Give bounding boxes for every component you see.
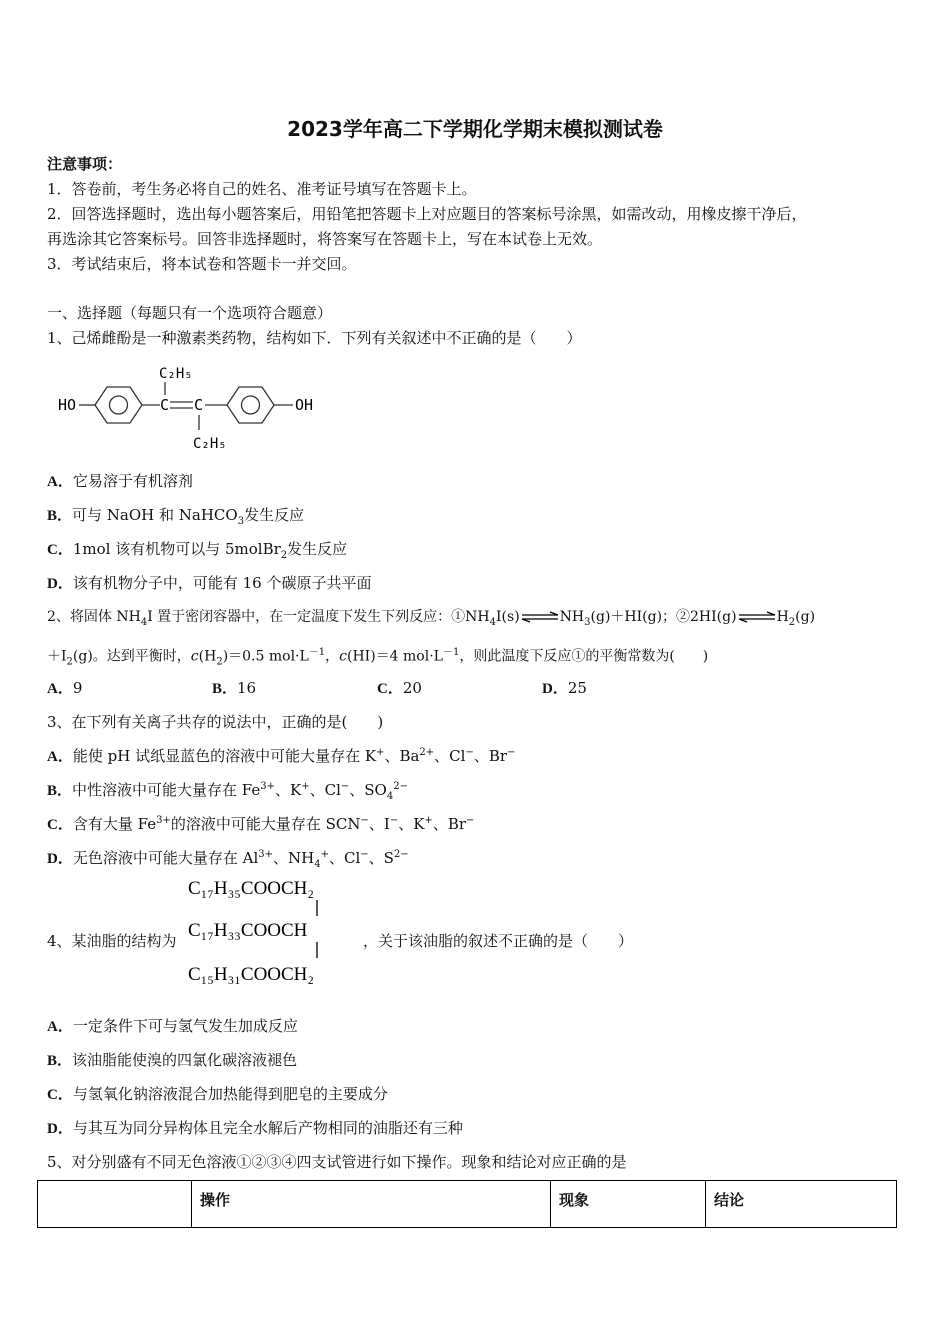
structure-bottom-ethyl: C₂H₅ — [193, 436, 227, 452]
question-5-stem: 5、对分别盛有不同无色溶液①②③④四支试管进行如下操作。现象和结论对应正确的是 — [47, 1153, 627, 1171]
q1-option-b: B．可与 NaOH 和 NaHCO$_3$发生反应 — [47, 506, 305, 527]
structure-ho-label: HO — [58, 396, 77, 414]
table-header-conclusion: 结论 — [706, 1181, 897, 1228]
triglyceride-row-3: C₁₅H₃₁COOCH₂ — [188, 964, 315, 985]
diethylstilbestrol-structure — [55, 360, 330, 455]
q2-option-b: B．16 — [212, 679, 257, 697]
q3-option-d: D．无色溶液中可能大量存在 $Al^{3+}$、$NH_4^+$、Cl−、$S^{2-}$ — [47, 849, 409, 870]
q4-option-c: C．与氢氧化钠溶液混合加热能得到肥皂的主要成分 — [47, 1085, 388, 1103]
notice-item-2: 2．回答选择题时，选出每小题答案后，用铅笔把答题卡上对应题目的答案标号涂黑，如需改动，用橡皮擦干净后， — [47, 205, 807, 223]
q4-option-d: D．与其互为同分异构体且完全水解后产物相同的油脂还有三种 — [47, 1119, 463, 1137]
table-header-row — [38, 1181, 897, 1228]
structure-top-ethyl: C₂H₅ — [159, 366, 193, 382]
section-heading: 一、选择题（每题只有一个选项符合题意） — [47, 304, 333, 322]
notice-item-3: 3．考试结束后，将本试卷和答题卡一并交回。 — [47, 255, 357, 273]
q2-option-a: A．9 — [47, 679, 83, 697]
question-3-stem: 3、在下列有关离子共存的说法中，正确的是( ) — [47, 713, 384, 731]
question-4-stem: 4、某油脂的结构为 — [47, 932, 177, 950]
q1-option-d: D．该有机物分子中，可能有 16 个碳原子共平面 — [47, 574, 372, 592]
question-2-line-2: $+I_2(g)$。达到平衡时，$c(H_2)=0.5$ $mol\cdot L^{-1}$，c(HI)＝4 $mol\cdot L^{-1}$，则此温度下反应①的平衡常数为( ) — [47, 647, 709, 668]
q3-option-b: B．中性溶液中可能大量存在 $Fe^{3+}$、K+、Cl−、$SO_4^{2-}$ — [47, 781, 408, 802]
q3-option-c: C．含有大量 $Fe^{3+}$的溶液中可能大量存在 SCN−、I−、K+、Br− — [47, 815, 475, 833]
svg-text:C: C — [160, 396, 170, 414]
q3-option-a: A．能使 pH 试纸显蓝色的溶液中可能大量存在 K+、$Ba^{2+}$、Cl−、Br− — [47, 747, 516, 765]
q4-option-a: A．一定条件下可与氢气发生加成反应 — [47, 1017, 298, 1035]
equilibrium-arrow-icon — [520, 611, 560, 623]
question-1-stem: 1、己烯雌酚是一种激素类药物，结构如下．下列有关叙述中不正确的是（ ） — [47, 329, 582, 347]
page-title: 2023学年高二下学期化学期末模拟测试卷 — [287, 117, 663, 141]
table-header-operation: 操作 — [192, 1181, 551, 1228]
triglyceride-row-1: C₁₇H₃₅COOCH₂ — [188, 878, 315, 899]
notice-heading: 注意事项： — [47, 155, 123, 173]
triglyceride-row-2: C₁₇H₃₃COOCH — [188, 920, 308, 941]
question-4-stem-tail: ，关于该油脂的叙述不正确的是（ ） — [363, 932, 634, 950]
table-header-phenomenon: 现象 — [551, 1181, 706, 1228]
q1-option-a: A．它易溶于有机溶剂 — [47, 472, 193, 490]
notice-item-1: 1．答卷前，考生务必将自己的姓名、准考证号填写在答题卡上。 — [47, 180, 477, 198]
notice-item-2-cont: 再选涂其它答案标号。回答非选择题时，将答案写在答题卡上，写在本试卷上无效。 — [47, 230, 603, 248]
structure-oh-label: OH — [295, 396, 314, 414]
q2-option-c: C．20 — [377, 679, 422, 697]
question-2-line-1: 2、将固体 $NH_4I$ 置于密闭容器中，在一定温度下发生下列反应：$①NH_4I(s)$ $NH_3(g)+HI(g)$；②2HI(g) $H_2(g)$ — [47, 609, 816, 628]
equilibrium-arrow-icon — [737, 611, 777, 623]
q4-option-b: B．该油脂能使溴的四氯化碳溶液褪色 — [47, 1051, 298, 1069]
svg-text:C: C — [194, 396, 204, 414]
q5-table — [37, 1180, 897, 1228]
q2-option-d: D．25 — [542, 679, 587, 697]
triglyceride-structure — [186, 872, 361, 990]
table-header-blank — [38, 1181, 192, 1228]
q1-option-c: C．1mol 该有机物可以与 5molBr$_2$发生反应 — [47, 540, 348, 561]
